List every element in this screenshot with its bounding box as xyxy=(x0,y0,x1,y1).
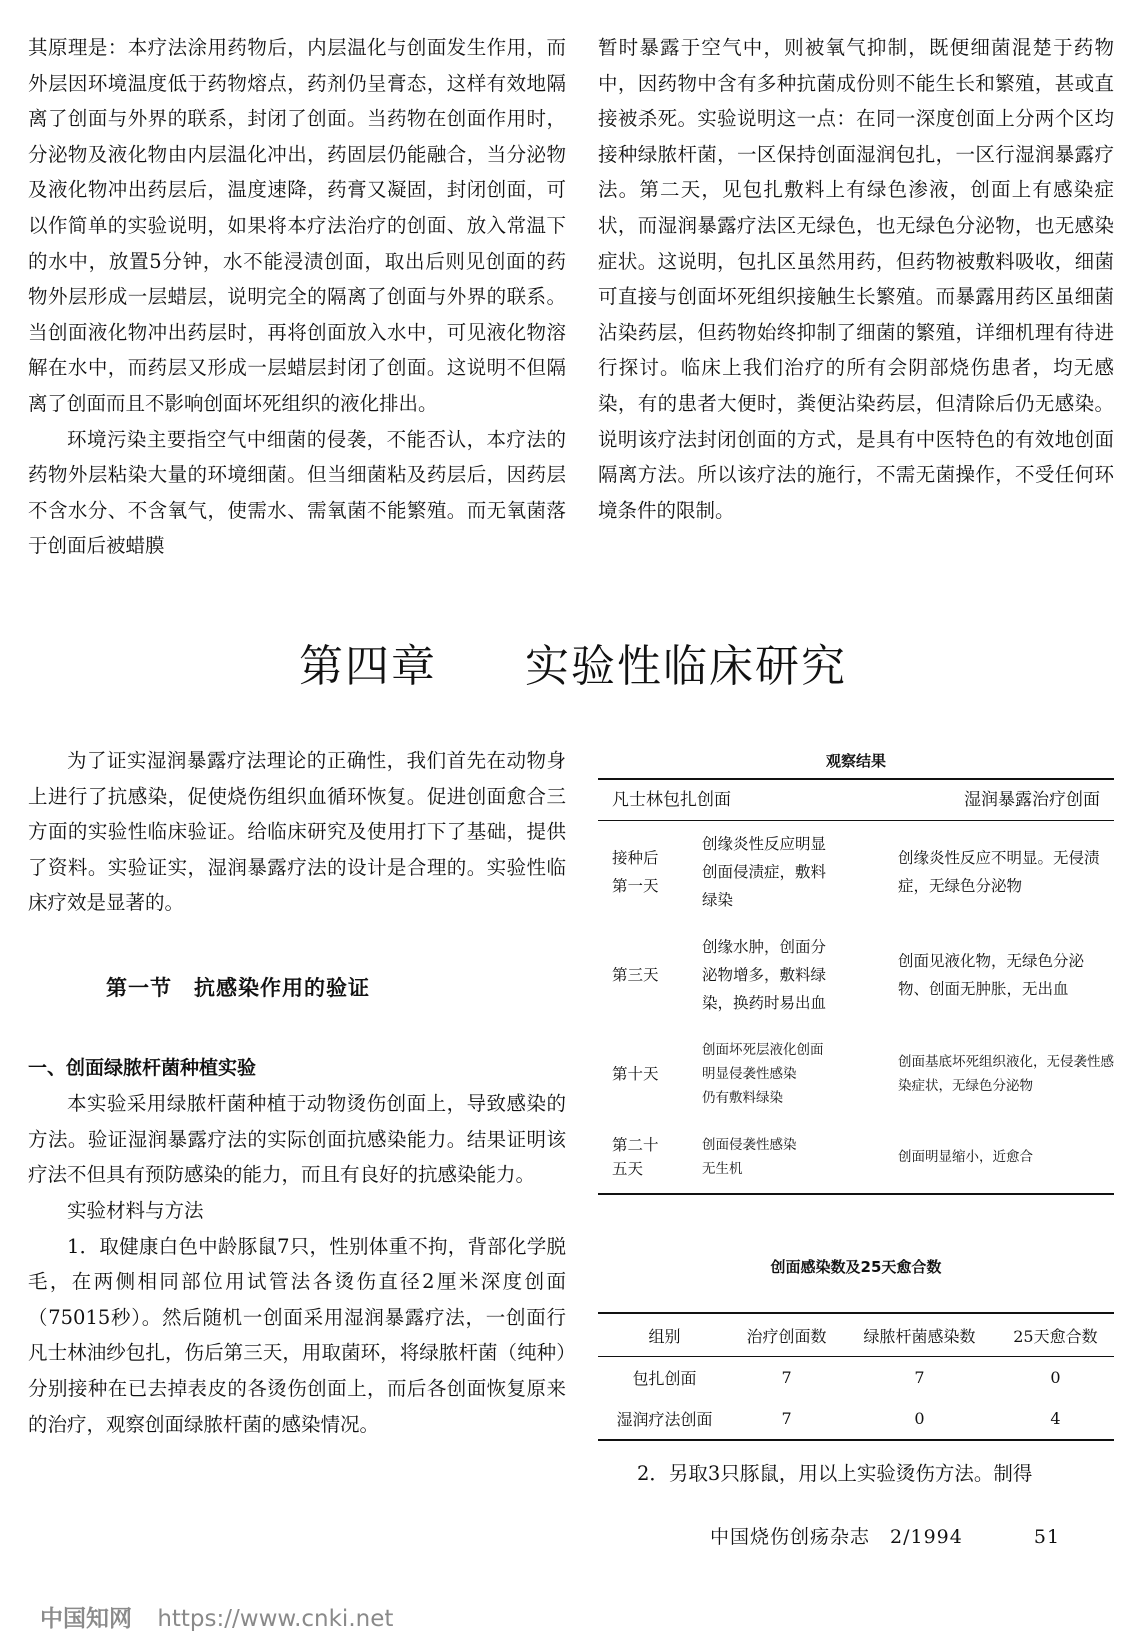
journal-name: 中国烧伤创疡杂志 2/1994 xyxy=(710,1526,963,1548)
bandage-cell: 创缘水肿，创面分 泌物增多，敷料绿 染，换药时易出血 xyxy=(702,938,827,1012)
table-row xyxy=(598,1357,1114,1399)
bandage-cell: 创面侵袭性感染 无生机 xyxy=(702,1137,797,1177)
count-table xyxy=(598,1312,1114,1441)
table-cell: 0 xyxy=(1050,1368,1061,1387)
observation-table-caption: 观察结果 xyxy=(825,752,886,770)
day-cell: 第二十 五天 xyxy=(612,1136,659,1178)
paragraph: 环境污染主要指空气中细菌的侵袭，不能否认，本疗法的药物外层粘染大量的环境细菌。但当细菌粘及药层后，因药层不含水分、不含氧气，使需水、需氧菌不能繁殖。而无氧菌落于创面后被蜡膜 xyxy=(28,427,566,558)
cnki-watermark xyxy=(40,1600,393,1633)
chapter-number: 第四章 xyxy=(299,641,437,692)
moist-cell: 创缘炎性反应不明显。无侵渍症，无绿色分泌物 xyxy=(898,849,1100,895)
intro-paragraph: 为了证实湿润暴露疗法理论的正确性，我们首先在动物身上进行了抗感染，促使烧伤组织血循环恢复。促进创面愈合三方面的实验性临床验证。给临床研究及使用打下了基础，提供了资料。实验证实，湿润暴露疗法的设计是合理的。实验性临床疗效是显著的。 xyxy=(28,749,566,915)
table-cell: 4 xyxy=(1050,1409,1061,1428)
section-title: 第一节 抗感染作用的验证 xyxy=(106,975,370,1000)
observation-table xyxy=(598,778,1114,1195)
table-header-row xyxy=(598,1313,1114,1357)
bandage-cell: 创面坏死层液化创面 明显侵袭性感染 仍有敷料绿染 xyxy=(702,1042,824,1106)
paragraph: 本实验采用绿脓杆菌种植于动物烫伤创面上，导致感染的方法。验证湿润暴露疗法的实际创面抗感染能力。结果证明该疗法不但具有预防感染的能力，而且有良好的抗感染能力。 xyxy=(28,1092,566,1187)
day-cell: 第十天 xyxy=(612,1065,659,1083)
table-cell: 7 xyxy=(914,1368,925,1387)
table-cell: 7 xyxy=(781,1368,792,1387)
table-row xyxy=(598,1121,1114,1193)
paragraph: 1．取健康白色中龄豚鼠7只，性别体重不拘，背部化学脱毛，在两侧相同部位用试管法各烫伤直径2厘米深度创面（75015秒）。然后随机一创面采用湿润暴露疗法，一创面行凡士林油纱包扎，伤后第三天，用取菌环，将绿脓杆菌（纯种）分别接种在已去掉表皮的各烫伤创面上，而后各创面恢复原来的治疗，观察创面绿脓杆菌的感染情况。 xyxy=(28,1234,566,1436)
table-row xyxy=(598,821,1114,923)
moist-cell: 创面基底坏死组织液化，无侵袭性感染症状，无绿色分泌物 xyxy=(898,1054,1114,1094)
moist-cell: 创面明显缩小，近愈合 xyxy=(898,1149,1033,1165)
header-left: 凡士林包扎创面 xyxy=(612,790,731,810)
cnki-logo: 中国知网 xyxy=(40,1606,132,1632)
subsection-title: 一、创面绿脓杆菌种植实验 xyxy=(28,1056,257,1079)
day-cell: 接种后 第一天 xyxy=(612,849,659,895)
table-cell: 湿润疗法创面 xyxy=(616,1410,713,1429)
table-row xyxy=(598,1027,1114,1121)
header-cell: 绿脓杆菌感染数 xyxy=(842,1313,997,1357)
watermark-url: https://www.cnki.net xyxy=(157,1606,394,1632)
top-right-column xyxy=(598,30,1114,528)
paragraph: 2．另取3只豚鼠，用以上实验烫伤方法。制得 xyxy=(637,1462,1033,1485)
header-cell: 组别 xyxy=(598,1313,731,1357)
table-cell: 0 xyxy=(914,1409,925,1428)
bottom-left-column xyxy=(28,743,566,1442)
paragraph: 暂时暴露于空气中，则被氧气抑制，既便细菌混楚于药物中，因药物中含有多种抗菌成份则不能生长和繁殖，甚或直接被杀死。实验说明这一点：在同一深度创面上分两个区均接种绿脓杆菌，一区保持创面湿润包扎，一区行湿润暴露疗法。第二天，见包扎敷料上有绿色渗液，创面上有感染症状，而湿润暴露疗法区无绿色，也无绿色分泌物，也无感染症状。这说明，包扎区虽然用药，但药物被敷料吸收，细菌可直接与创面坏死组织接触生长繁殖。而暴露用药区虽细菌沾染药层，但药物始终抑制了细菌的繁殖，详细机理有待进行探讨。临床上我们治疗的所有会阴部烧伤患者，均无感染，有的患者大便时，粪便沾染药层，但清除后仍无感染。说明该疗法封闭创面的方式，是具有中医特色的有效地创面隔离方法。所以该疗法的施行，不需无菌操作，不受任何环境条件的限制。 xyxy=(598,36,1114,522)
moist-cell: 创面见液化物，无绿色分泌物、创面无肿胀，无出血 xyxy=(898,952,1085,998)
page-footer xyxy=(710,1522,1060,1549)
table-row xyxy=(598,1398,1114,1440)
chapter-title xyxy=(0,630,1146,694)
observation-table-header xyxy=(598,780,1114,821)
paragraph: 实验材料与方法 xyxy=(67,1198,204,1222)
table-cell: 包扎创面 xyxy=(632,1369,697,1388)
chapter-name: 实验性临床研究 xyxy=(525,641,847,692)
paragraph: 其原理是：本疗法涂用药物后，内层温化与创面发生作用，而外层因环境温度低于药物熔点，药剂仍呈膏态，这样有效地隔离了创面与外界的联系，封闭了创面。当药物在创面作用时，分泌物及液化物由内层温化冲出，药固层仍能融合，当分泌物及液化物冲出药层后，温度速降，药膏又凝固，封闭创面，可以作简单的实验说明，如果将本疗法治疗的创面、放入常温下的水中，放置5分钟，水不能浸渍创面，取出后则见创面的药物外层形成一层蜡层，说明完全的隔离了创面与外界的联系。当创面液化物冲出药层时，再将创面放入水中，可见液化物溶解在水中，而药层又形成一层蜡层封闭了创面。这说明不但隔离了创面而且不影响创面坏死组织的液化排出。 xyxy=(28,36,566,415)
header-cell: 25天愈合数 xyxy=(997,1313,1114,1357)
page-number: 51 xyxy=(1033,1526,1061,1548)
header-cell: 治疗创面数 xyxy=(731,1313,842,1357)
header-right: 湿润暴露治疗创面 xyxy=(964,790,1100,810)
top-left-column xyxy=(28,30,566,564)
table-row xyxy=(598,923,1114,1027)
bandage-cell: 创缘炎性反应明显 创面侵渍症，敷料 绿染 xyxy=(702,835,827,909)
table-cell: 7 xyxy=(781,1409,792,1428)
count-table-caption: 创面感染数及25天愈合数 xyxy=(770,1258,942,1276)
day-cell: 第三天 xyxy=(612,966,659,984)
